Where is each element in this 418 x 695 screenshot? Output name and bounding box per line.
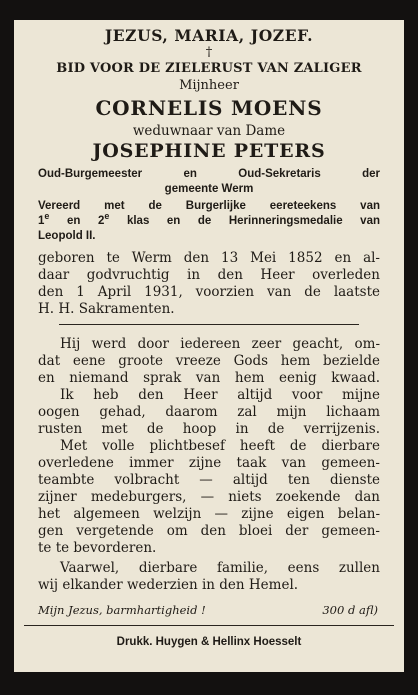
cross-icon: † bbox=[205, 45, 213, 60]
text-line: oogen gehad, daarom zal mijn lichaam bbox=[38, 404, 380, 420]
text-line: overledene immer zijne taak van gemeen- bbox=[38, 455, 380, 471]
header-invocation: JEZUS, MARIA, JOZEF. bbox=[104, 26, 314, 45]
text-line: Met volle plichtbesef heeft de dierbare bbox=[60, 438, 380, 454]
text-line: het algemeen welzijn — zijne eigen belan- bbox=[38, 506, 380, 522]
decoration-line: Vereerd met de Burgerlijke eereteekens van bbox=[38, 200, 380, 212]
text-line: te te bevorderen. bbox=[38, 540, 157, 556]
decoration-part: klas en de Herinneringsmedalie van bbox=[109, 215, 380, 227]
ordinal-suffix: e bbox=[104, 211, 110, 222]
text-line: Hij werd door iedereen zeer geacht, om- bbox=[60, 336, 380, 352]
text-line: wij elkander wederzien in den Hemel. bbox=[38, 577, 299, 593]
text-line: zijner medeburgers, — niets zoekende dan bbox=[38, 489, 380, 505]
prayer-request: BID VOOR DE ZIELERUST VAN ZALIGER bbox=[56, 61, 362, 76]
memorial-card bbox=[14, 20, 404, 672]
ordinal-suffix: e bbox=[44, 211, 50, 222]
text-line: en niemand sprak van hem eenig kwaad. bbox=[38, 370, 380, 386]
indulgence-note: 300 d afl) bbox=[322, 603, 378, 617]
closing-prayer: Mijn Jezus, barmhartigheid ! bbox=[38, 603, 206, 617]
biography-line: den 1 April 1931, voorzien van de laatste bbox=[38, 284, 380, 300]
deceased-name: CORNELIS MOENS bbox=[95, 96, 323, 120]
decoration-line: Leopold II. bbox=[38, 230, 96, 242]
biography-line: H. H. Sakramenten. bbox=[38, 301, 175, 317]
text-line: Ik heb den Heer altijd voor mijne bbox=[60, 387, 380, 403]
text-line: gen vergetende om den bloei der gemeen- bbox=[38, 523, 380, 539]
text-line: Vaarwel, dierbare familie, eens zullen bbox=[60, 560, 380, 576]
decoration-line bbox=[38, 211, 380, 227]
footer-divider bbox=[24, 625, 394, 626]
text-line: rusten met de hoop in de verrijzenis. bbox=[38, 421, 380, 437]
title-line: Oud-Burgemeester en Oud-Sekretaris der bbox=[38, 168, 380, 180]
decoration-part: en 2 bbox=[49, 215, 105, 227]
spouse-name: JOSEPHINE PETERS bbox=[92, 140, 326, 162]
widower-line: weduwnaar van Dame bbox=[132, 123, 286, 139]
text-line: teambte volbracht — altijd ten dienste bbox=[38, 472, 380, 488]
title-line: gemeente Werm bbox=[164, 183, 254, 195]
text-line: dat eene groote vreeze Gods hem bezielde bbox=[38, 353, 380, 369]
decoration-part: 1 bbox=[38, 215, 45, 227]
biography-line: daar godvruchtig in den Heer overleden bbox=[38, 267, 380, 283]
biography-line: geboren te Werm den 13 Mei 1852 en al- bbox=[38, 250, 380, 266]
divider bbox=[59, 324, 359, 325]
printer-credit: Drukk. Huygen & Hellinx Hoesselt bbox=[116, 636, 302, 648]
honorific: Mijnheer bbox=[179, 78, 239, 93]
